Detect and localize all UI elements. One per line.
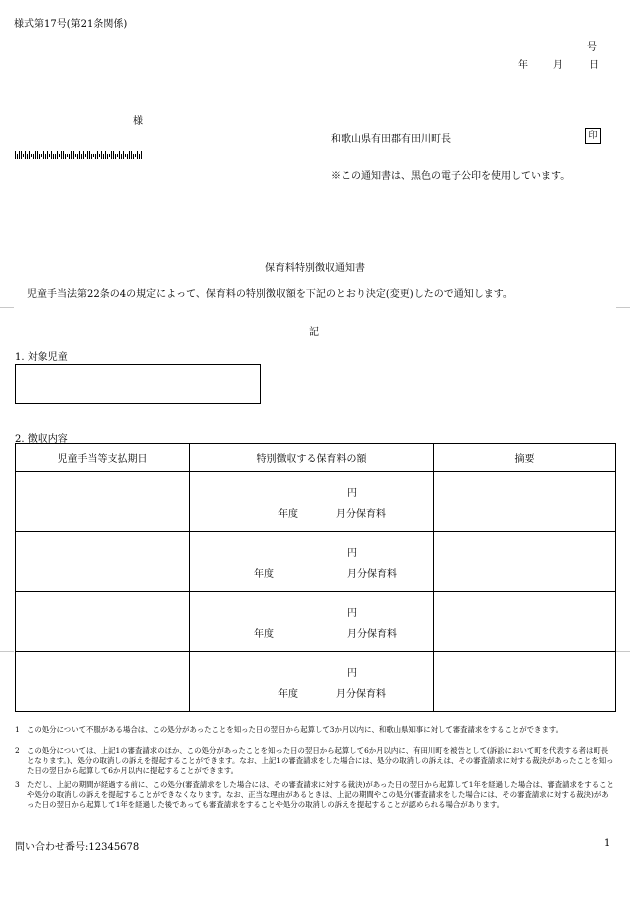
note-text: この処分については、上記1の審査請求のほか、この処分があったことを知った日の翌日から起算して6か月以内に、有田川町を被告として(訴訟において町を代表する者は町長となります。)、処分の取消しの訴えを提起することができます。なお、上記1の審査請求をした場合には、処分の取消しの訴えは、その審査請求に対する裁決があったことを知った日の翌日から起算して6か月以内に提起することができます。 xyxy=(27,746,614,775)
table-row xyxy=(16,532,616,592)
recipient-honorific: 様 xyxy=(133,116,143,127)
section-target-child: 1. 対象児童 xyxy=(15,352,68,363)
levy-amount-cell xyxy=(190,472,434,532)
fold-mark-right xyxy=(616,651,630,652)
month-fee-label: 月分保育料 xyxy=(347,629,397,640)
fold-mark-right xyxy=(616,307,630,308)
fiscal-year-label: 年度 xyxy=(254,629,274,640)
table-row xyxy=(16,652,616,712)
note-text: この処分について不服がある場合は、この処分があったことを知った日の翌日から起算して3か月以内に、和歌山県知事に対して審査請求をすることができます。 xyxy=(27,725,564,734)
fold-mark-left xyxy=(0,307,14,308)
customer-barcode xyxy=(15,151,142,159)
note-number: 1 xyxy=(15,725,20,734)
page-number: 1 xyxy=(604,838,611,849)
appeal-note-3 xyxy=(15,780,615,810)
section-levy-details: 2. 徴収内容 xyxy=(15,434,68,445)
official-seal: 印 xyxy=(585,128,601,144)
form-label: 様式第17号(第21条関係) xyxy=(14,19,128,30)
fiscal-year-label: 年度 xyxy=(254,569,274,580)
appeal-note-2 xyxy=(15,746,615,776)
date-month: 月 xyxy=(553,60,563,71)
remarks-cell xyxy=(434,652,616,712)
remarks-cell xyxy=(434,532,616,592)
remarks-cell xyxy=(434,472,616,532)
appeal-note-1 xyxy=(15,725,615,735)
levy-table-header xyxy=(16,444,616,472)
levy-table xyxy=(15,443,616,712)
yen-unit: 円 xyxy=(347,668,357,679)
levy-amount-cell xyxy=(190,652,434,712)
fiscal-year-label: 年度 xyxy=(278,689,298,700)
inquiry-number: 問い合わせ番号:12345678 xyxy=(15,842,140,853)
month-fee-label: 月分保育料 xyxy=(336,689,386,700)
payment-date-cell xyxy=(16,652,190,712)
column-header-levy-amount: 特別徴収する保育料の額 xyxy=(190,444,434,472)
child-name-box xyxy=(15,364,261,404)
yen-unit: 円 xyxy=(347,488,357,499)
column-header-remarks: 摘要 xyxy=(434,444,616,472)
payment-date-cell xyxy=(16,592,190,652)
table-row xyxy=(16,472,616,532)
table-row xyxy=(16,592,616,652)
ki-heading: 記 xyxy=(309,327,319,338)
month-fee-label: 月分保育料 xyxy=(347,569,397,580)
levy-amount-cell xyxy=(190,592,434,652)
note-text: ただし、上記の期間が経過する前に、この処分(審査請求をした場合には、その審査請求に対する裁決)があった日の翌日から起算して1年を経過した場合は、審査請求をすることや処分の取消しの訴えを提起することができなくなります。なお、正当な理由があるときは、上記の期間やこの処分(審査請求をした場合には、その審査請求に対する裁決)があった日の翌日から起算して1年を経過した後であっても審査請求をすることや処分の取消しの訴えを提起することが認められる場合があります。 xyxy=(27,780,614,809)
note-number: 2 xyxy=(15,746,20,755)
issuer-name: 和歌山県有田郡有田川町長 xyxy=(331,134,451,145)
note-number: 3 xyxy=(15,780,20,789)
payment-date-cell xyxy=(16,532,190,592)
fold-mark-left xyxy=(0,651,14,652)
remarks-cell xyxy=(434,592,616,652)
yen-unit: 円 xyxy=(347,548,357,559)
yen-unit: 円 xyxy=(347,608,357,619)
date-day: 日 xyxy=(589,60,599,71)
column-header-payment-date: 児童手当等支払期日 xyxy=(16,444,190,472)
number-suffix: 号 xyxy=(587,42,597,53)
fiscal-year-label: 年度 xyxy=(278,509,298,520)
month-fee-label: 月分保育料 xyxy=(336,509,386,520)
payment-date-cell xyxy=(16,472,190,532)
date-year: 年 xyxy=(518,60,528,71)
document-title: 保育料特別徴収通知書 xyxy=(265,263,365,274)
intro-text: 児童手当法第22条の4の規定によって、保育料の特別徴収額を下記のとおり決定(変更)したので通知します。 xyxy=(27,289,513,300)
levy-amount-cell xyxy=(190,532,434,592)
seal-note: ※この通知書は、黒色の電子公印を使用しています。 xyxy=(331,171,571,182)
